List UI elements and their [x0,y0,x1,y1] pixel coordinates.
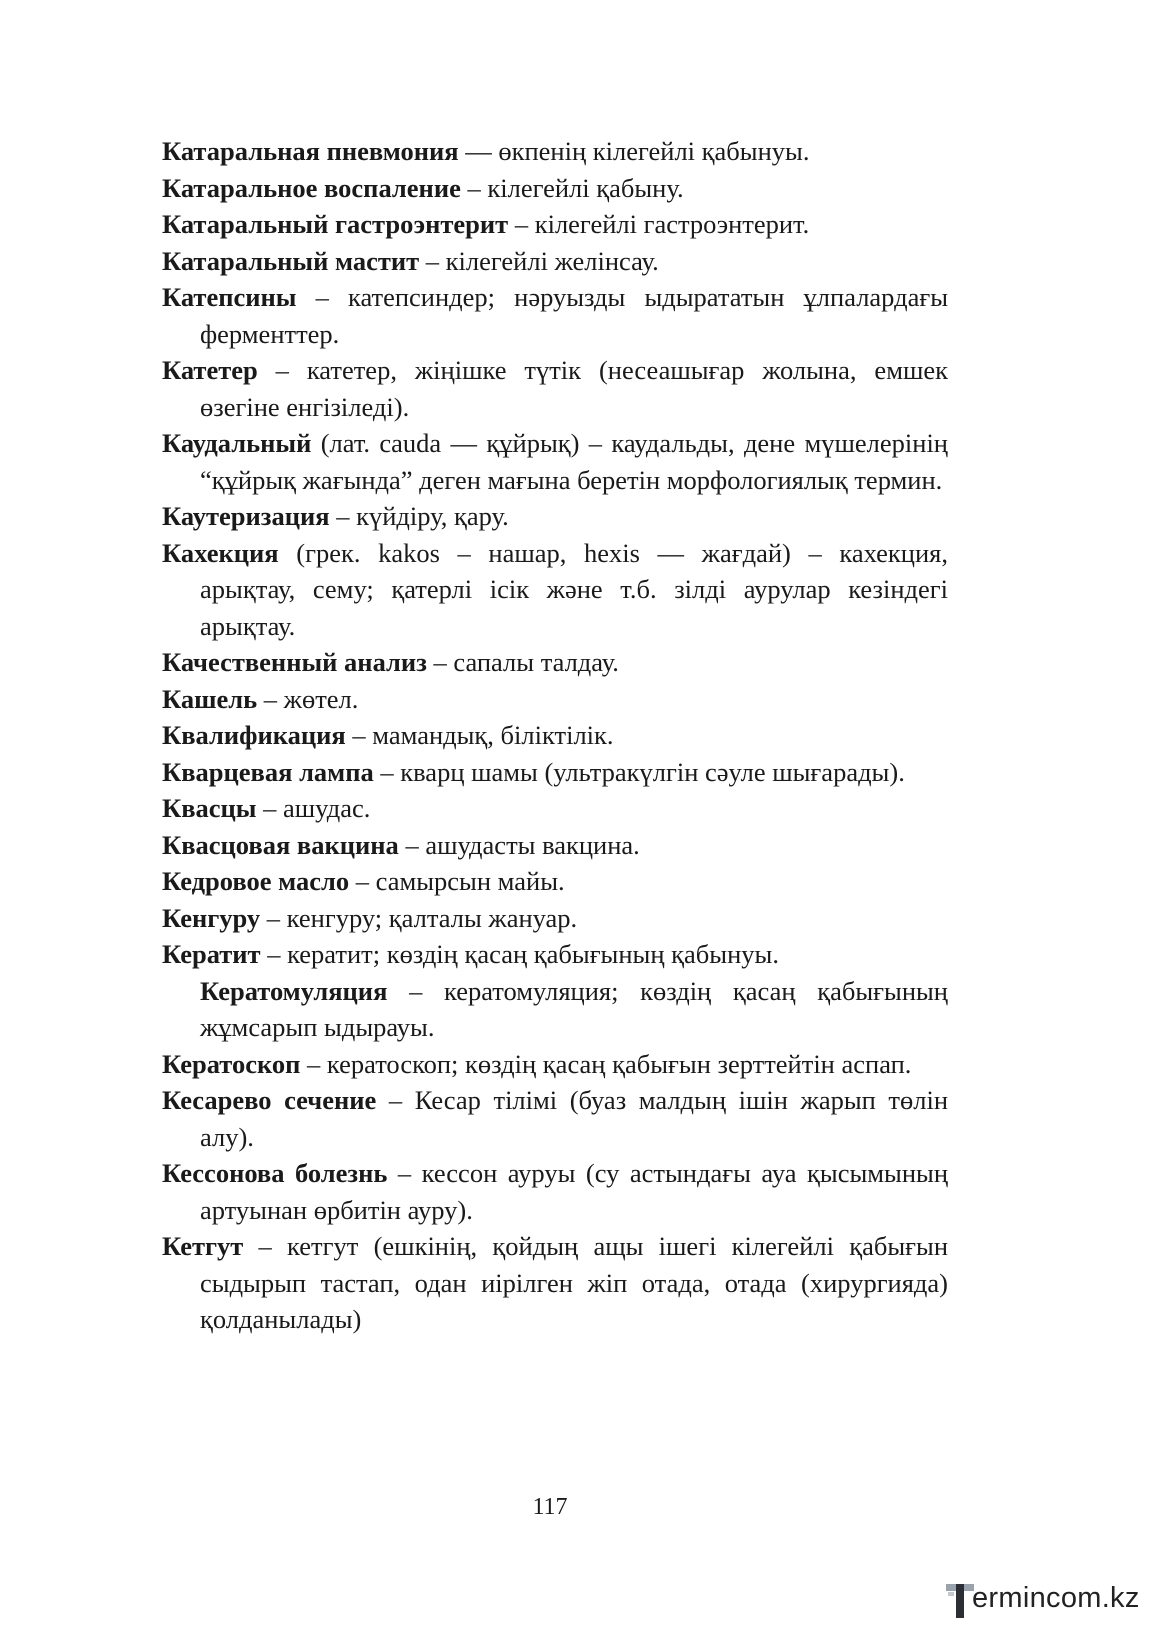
entry-term: Кесарево сечение [162,1085,377,1115]
glossary-entry [162,717,948,754]
entry-term: Кварцевая лампа [162,756,374,787]
glossary-entry [162,170,948,207]
entry-term: Кессонова болезнь [162,1158,388,1188]
glossary-entry [162,827,948,864]
glossary-entry [162,863,948,900]
glossary-entry [162,754,948,791]
glossary-entry [162,973,948,1046]
watermark-text: ermincom.kz [972,1582,1140,1614]
entry-definition: – кілегейлі желінсау. [419,245,659,276]
entry-term: Катаральная пневмония [162,136,459,166]
entry-definition: – жөтел. [257,683,359,714]
entry-term: Катаральный мастит [162,245,420,276]
watermark-logo [946,1578,1151,1628]
glossary-entry [162,279,948,352]
entry-definition: – катепсиндер; нәруызды ыдырататын ұлпалардағы ферменттер. [200,282,948,349]
entry-definition: – кенгуру; қалталы жануар. [260,902,578,933]
entry-term: Каутеризация [162,501,330,531]
glossary-entry [162,644,948,681]
entry-definition: (лат. cauda — құйрық) – каудальды, дене мүшелерінің “құйрық жағында” деген мағына беретін морфологиялық термин. [200,428,948,495]
entry-definition: – кератоскоп; көздің қасаң қабығын зерттейтін аспап. [300,1048,912,1079]
entry-term: Кахекция [162,537,279,568]
glossary-entry [162,1228,948,1338]
glossary-entry [162,1082,948,1155]
glossary-entry [162,133,948,170]
entry-definition: – күйдіру, қару. [329,501,509,531]
entry-definition: – Кесар тілімі (буаз малдың ішін жарып төлін алу). [200,1085,948,1152]
entry-definition: – кератит; көздің қасаң қабығының қабынуы. [260,939,779,969]
entry-definition: – кессон ауруы (су астындағы ауа қысымының артуынан өрбитін ауру). [200,1158,948,1225]
glossary-entry [162,498,948,535]
entry-definition: – кілегейлі қабыну. [460,172,684,203]
glossary-entry [162,535,948,645]
entry-definition: – ашудасты вакцина. [398,829,640,860]
entry-definition: – самырсын майы. [349,866,565,896]
entry-term: Кетгут [162,1231,244,1261]
entry-term: Квалификация [162,720,346,750]
entry-term: Качественный анализ [162,647,427,677]
entry-definition: – кварц шамы (ультракүлгін сәуле шығарады). [373,756,905,787]
entry-definition: (грек. kakos – нашар, hexis — жағдай) – кахекция, арықтау, сему; қатерлі ісік және т.б. зілді аурулар кезіндегі арықтау. [200,537,948,641]
entry-definition: – кілегейлі гастроэнтерит. [508,209,810,239]
glossary-entry [162,425,948,498]
entry-term: Кератоскоп [162,1048,301,1079]
entry-term: Кенгуру [162,902,261,933]
entry-definition: – ашудас. [256,793,371,823]
entry-term: Кератомуляция [200,975,388,1006]
glossary-entry [162,1155,948,1228]
entry-definition: – мамандық, біліктілік. [345,720,614,750]
entry-term: Катетер [162,355,258,385]
glossary-entry [162,1046,948,1083]
entry-definition: — өкпенің кілегейлі қабынуы. [458,136,810,166]
glossary-entry [162,206,948,243]
entry-term: Кедровое масло [162,866,350,896]
glossary-entry [162,900,948,937]
entry-term: Кашель [162,683,258,714]
glossary-entry [162,790,948,827]
page-number: 117 [532,1494,568,1520]
entry-term: Катаральное воспаление [162,172,461,203]
glossary-entry [162,243,948,280]
entry-term: Квасцовая вакцина [162,829,399,860]
glossary-entry [162,681,948,718]
entry-definition: – кетгут (ешкінің, қойдың ащы ішегі кілегейлі қабығын сыдырып тастап, одан иірілген жіп отада, отада (хирургияда) қолданылады) [200,1231,948,1334]
entry-definition: – кератомуляция; көздің қасаң қабығының жұмсарып ыдырауы. [200,975,948,1042]
entry-term: Катепсины [162,282,297,312]
entry-term: Катаральный гастроэнтерит [162,209,509,239]
entry-definition: – катетер, жіңішке түтік (несеашығар жолына, емшек өзегіне енгізіледі). [200,355,948,422]
entry-term: Квасцы [162,793,257,823]
entry-term: Каудальный [162,428,312,458]
glossary-entries [162,133,948,1338]
entry-definition: – сапалы талдау. [426,647,619,677]
glossary-entry [162,352,948,425]
glossary-entry [162,936,948,973]
entry-term: Кератит [162,939,261,969]
